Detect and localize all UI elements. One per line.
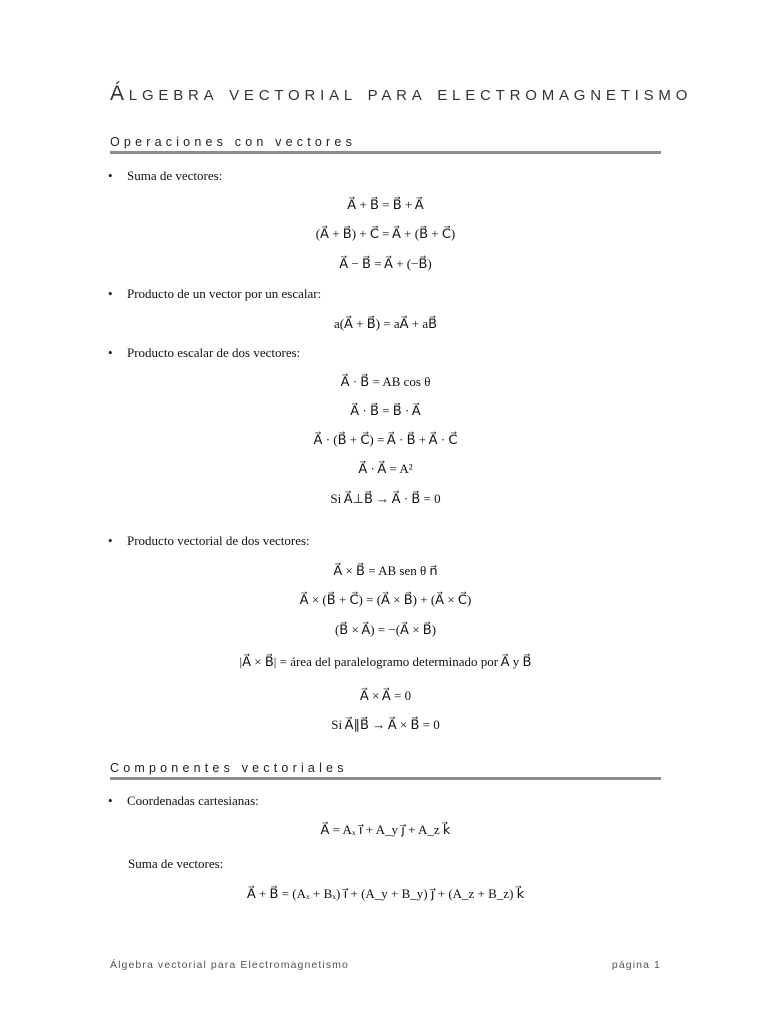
bullet-dot: •	[108, 168, 113, 183]
bullet-cartesianas	[108, 793, 259, 809]
bullet-label: Producto de un vector por un escalar:	[127, 286, 322, 301]
footer-title: Álgebra vectorial para Electromagnetismo	[110, 959, 349, 971]
bullet-label: Producto vectorial de dos vectores:	[127, 533, 310, 548]
section-heading-componentes: Componentes vectoriales	[110, 761, 348, 775]
bullet-dot: •	[108, 286, 113, 301]
page-number: página 1	[611, 959, 661, 971]
formula: A⃗ + B⃗ = B⃗ + A⃗	[347, 197, 424, 212]
formula: A⃗ × A⃗ = 0	[359, 688, 412, 703]
document-title: Álgebra vectorial para electromagnetismo	[110, 82, 693, 105]
formula: A⃗ = Aₓ i⃗ + A_y j⃗ + A_z k⃗	[320, 822, 451, 837]
formula: Si A⃗⊥B⃗ → A⃗ · B⃗ = 0	[330, 491, 441, 506]
formula: (A⃗ + B⃗) + C⃗ = A⃗ + (B⃗ + C⃗)	[315, 226, 456, 241]
formula: Si A⃗∥B⃗ → A⃗ × B⃗ = 0	[331, 717, 440, 732]
formula: A⃗ · B⃗ = AB cos θ	[340, 374, 431, 389]
formula: A⃗ + B⃗ = (Aₓ + Bₓ) i⃗ + (A_y + B_y) j⃗ + (A_z + B_z) k⃗	[246, 886, 525, 901]
formula: A⃗ · A⃗ = A²	[358, 461, 413, 476]
section-rule	[110, 151, 661, 154]
bullet-producto-escalar	[108, 345, 300, 361]
bullet-label: Producto escalar de dos vectores:	[127, 345, 301, 360]
formula: |A⃗ × B⃗| = área del paralelogramo determinado por A⃗ y B⃗	[239, 654, 532, 669]
bullet-dot: •	[108, 793, 113, 808]
subheading-suma: Suma de vectores:	[128, 856, 224, 871]
formula: A⃗ × B⃗ = AB sen θ n⃗	[333, 563, 438, 578]
formula: A⃗ · B⃗ = B⃗ · A⃗	[350, 403, 421, 418]
bullet-label: Suma de vectores:	[127, 168, 223, 183]
formula: a(A⃗ + B⃗) = aA⃗ + aB⃗	[333, 316, 438, 331]
bullet-producto-escalar-vector	[108, 286, 321, 302]
section-rule	[110, 777, 661, 780]
bullet-producto-vectorial	[108, 533, 310, 549]
bullet-dot: •	[108, 533, 113, 548]
formula: A⃗ · (B⃗ + C⃗) = A⃗ · B⃗ + A⃗ · C⃗	[313, 432, 458, 447]
formula: A⃗ × (B⃗ + C⃗) = (A⃗ × B⃗) + (A⃗ × C⃗)	[299, 592, 472, 607]
bullet-dot: •	[108, 345, 113, 360]
formula: A⃗ − B⃗ = A⃗ + (−B⃗)	[339, 256, 432, 271]
bullet-suma	[108, 168, 222, 184]
section-heading-operaciones: Operaciones con vectores	[110, 135, 357, 149]
bullet-label: Coordenadas cartesianas:	[127, 793, 259, 808]
formula: (B⃗ × A⃗) = −(A⃗ × B⃗)	[334, 622, 437, 637]
